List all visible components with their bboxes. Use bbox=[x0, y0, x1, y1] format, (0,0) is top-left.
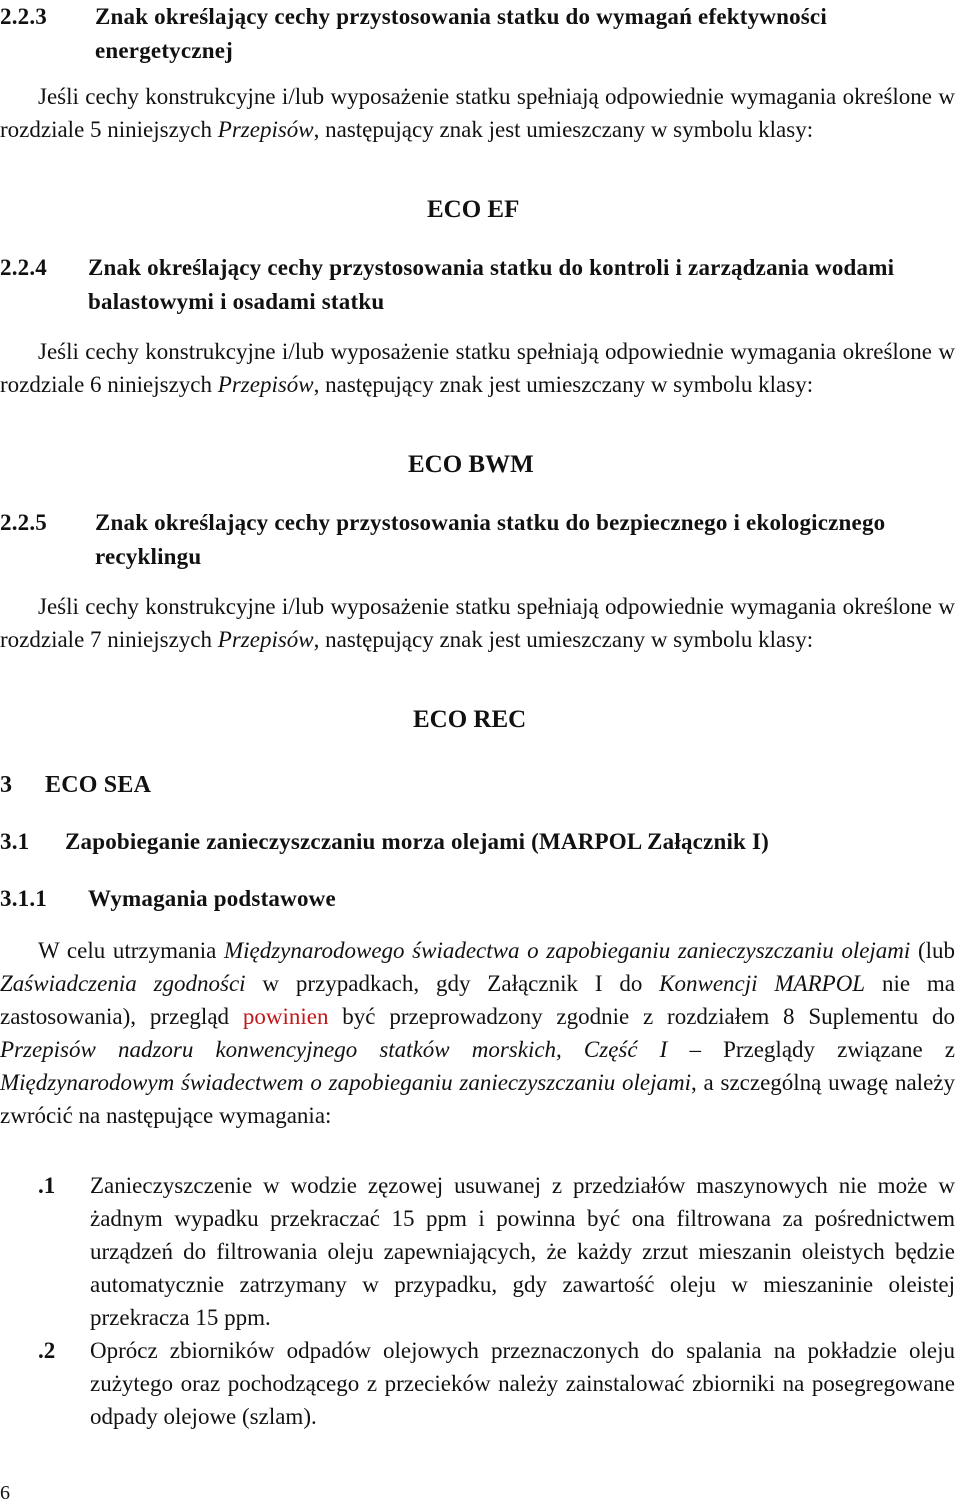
paragraph-text: nie ma zastosowania), przegląd bbox=[0, 971, 955, 1029]
italic-reference: Przepisów nadzoru konwencyjnego statków morskich, Część I bbox=[0, 1037, 668, 1062]
italic-reference: Przepisów bbox=[217, 372, 314, 397]
paragraph-text: (lub bbox=[917, 938, 956, 963]
paragraph-text: W celu utrzymania bbox=[38, 938, 217, 963]
list-item-text: Oprócz zbiorników odpadów olejowych przeznaczonych do spalania na pokładzie oleju zużytego oraz pochodzącego z przecieków należy zainstalować zbiorniki na posegregowane odpady olejowe (szlam). bbox=[90, 1338, 955, 1429]
paragraph-text-tail: , następujący znak jest umieszczany w symbolu klasy: bbox=[313, 372, 814, 397]
section-title: Znak określający cechy przystosowania statku do kontroli i zarządzania wodami balastowymi i osadami statku bbox=[88, 255, 895, 314]
italic-reference: Międzynarodowego świadectwa o zapobieganiu zanieczyszczaniu olejami bbox=[223, 938, 911, 963]
section-number: 2.2.3 bbox=[0, 4, 47, 29]
paragraph-text-tail: , następujący znak jest umieszczany w symbolu klasy: bbox=[313, 627, 814, 652]
class-mark-eco-rec: ECO REC bbox=[413, 706, 527, 733]
paragraph-2-2-4 bbox=[0, 335, 955, 401]
paragraph-text: Jeśli cechy konstrukcyjne i/lub wyposażenie statku spełniają odpowiednie wymagania określone w rozdziale 5 niniejszych bbox=[0, 84, 955, 142]
list-item-number: .2 bbox=[38, 1338, 56, 1363]
paragraph-text: w przypadkach, gdy Załącznik I do bbox=[262, 971, 643, 996]
italic-reference: Przepisów bbox=[217, 117, 314, 142]
page-number: 6 bbox=[0, 1482, 10, 1504]
section-title: Znak określający cechy przystosowania statku do wymagań efektywności energetycznej bbox=[95, 4, 827, 63]
class-mark-eco-ef: ECO EF bbox=[427, 196, 520, 223]
section-title: Wymagania podstawowe bbox=[88, 886, 336, 911]
highlighted-word: powinien bbox=[242, 1004, 329, 1029]
section-number: 3.1 bbox=[0, 829, 30, 854]
section-number: 3 bbox=[0, 772, 13, 798]
paragraph-text: być przeprowadzony zgodnie z rozdziałem 8 Suplementu do bbox=[342, 1004, 956, 1029]
class-mark-eco-bwm: ECO BWM bbox=[408, 451, 534, 478]
section-title: Zapobieganie zanieczyszczaniu morza olejami (MARPOL Załącznik I) bbox=[65, 829, 769, 854]
paragraph-2-2-3 bbox=[0, 80, 955, 146]
paragraph-text: Jeśli cechy konstrukcyjne i/lub wyposażenie statku spełniają odpowiednie wymagania określone w rozdziale 7 niniejszych bbox=[0, 594, 955, 652]
section-title: ECO SEA bbox=[45, 772, 152, 798]
italic-reference: Przepisów bbox=[217, 627, 314, 652]
paragraph-text-tail: , następujący znak jest umieszczany w symbolu klasy: bbox=[313, 117, 814, 142]
section-number: 3.1.1 bbox=[0, 886, 47, 911]
italic-reference: Konwencji MARPOL bbox=[659, 971, 866, 996]
section-number: 2.2.4 bbox=[0, 255, 47, 280]
paragraph-text: – Przeglądy związane z bbox=[689, 1037, 955, 1062]
paragraph-text: Jeśli cechy konstrukcyjne i/lub wyposażenie statku spełniają odpowiednie wymagania określone w rozdziale 6 niniejszych bbox=[0, 339, 955, 397]
italic-reference: Zaświadczenia zgodności bbox=[0, 971, 246, 996]
paragraph-3-1-1 bbox=[0, 934, 955, 1132]
section-title: Znak określający cechy przystosowania statku do bezpiecznego i ekologicznego recyklingu bbox=[95, 510, 886, 569]
section-number: 2.2.5 bbox=[0, 510, 47, 535]
italic-reference: Międzynarodowym świadectwem o zapobieganiu zanieczyszczaniu olejami bbox=[0, 1070, 691, 1095]
list-item-text: Zanieczyszczenie w wodzie zęzowej usuwanej z przedziałów maszynowych nie może w żadnym wypadku przekraczać 15 ppm i powinna być ona filtrowana za pośrednictwem urządzeń do filtrowania oleju zapewniających, że każdy zrzut mieszanin oleistych będzie automatycznie zatrzymany w przypadku, gdy zawartość oleju w mieszaninie oleistej przekracza 15 ppm. bbox=[90, 1173, 955, 1330]
list-item-number: .1 bbox=[38, 1173, 56, 1198]
paragraph-text: , a szczególną uwagę należy zwrócić na następujące wymagania: bbox=[0, 1070, 955, 1128]
paragraph-2-2-5 bbox=[0, 590, 955, 656]
